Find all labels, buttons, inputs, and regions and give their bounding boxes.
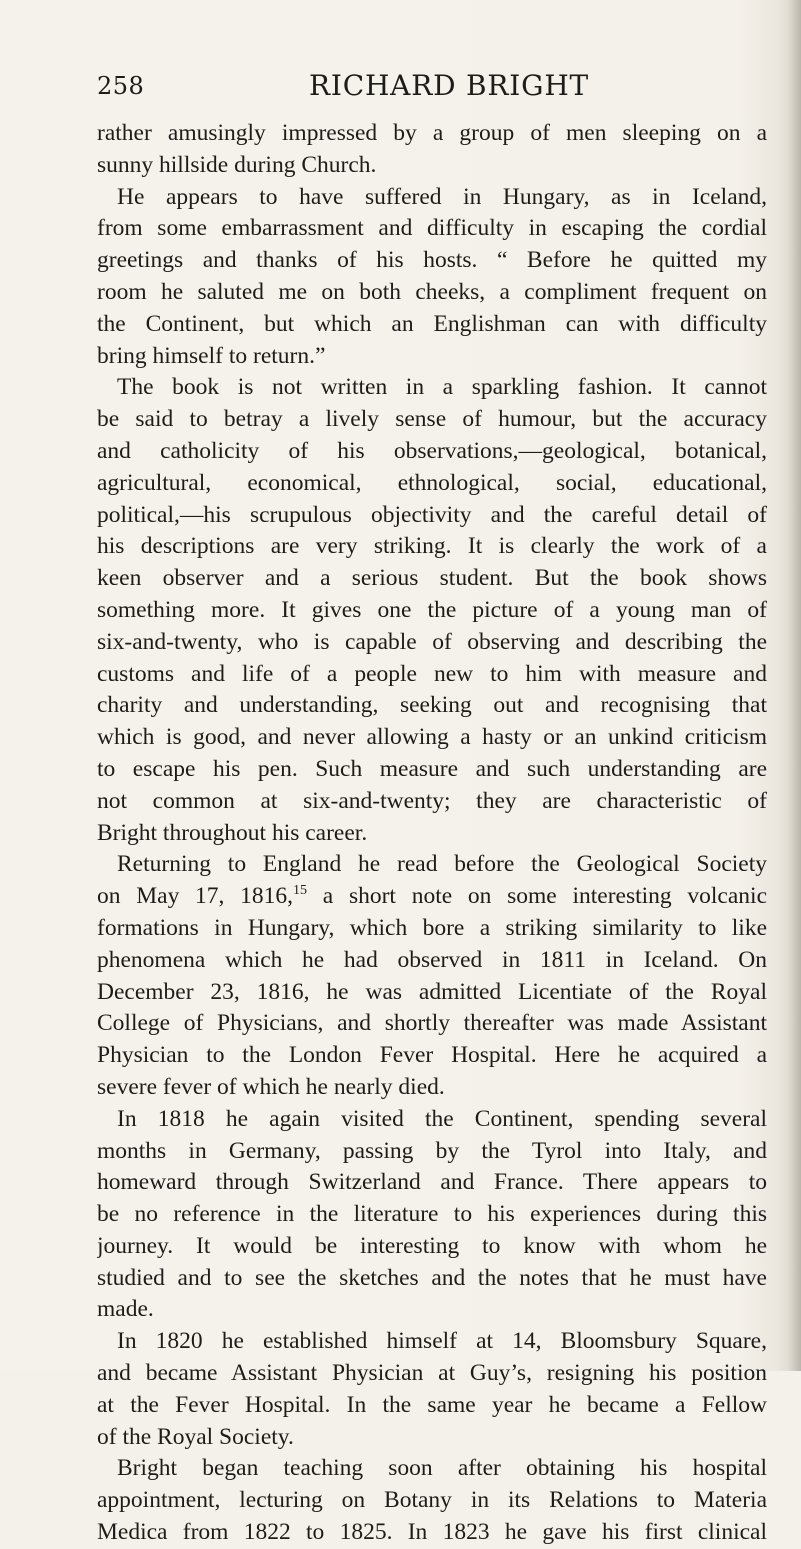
- text-line: [97, 245, 767, 277]
- line-text: charity and understanding, seeking out and recognising that: [97, 692, 767, 719]
- line-text: room he saluted me on both cheeks, a compliment frequent on: [97, 278, 767, 305]
- line-text: sunny hillside during Church.: [97, 151, 377, 178]
- line-text: be said to betray a lively sense of humour, but the accuracy: [97, 406, 767, 433]
- line-text: homeward through Switzerland and France. There appears to: [97, 1169, 767, 1196]
- text-line: [97, 118, 767, 150]
- text-line: [97, 786, 767, 818]
- text-line: [97, 1326, 767, 1358]
- page-header: [97, 66, 767, 106]
- line-text: Bright began teaching soon after obtaining his hospital: [117, 1455, 767, 1482]
- text-line: [97, 277, 767, 309]
- text-line: [97, 468, 767, 500]
- line-text-continued: a short note on some interesting volcanic: [307, 883, 767, 910]
- line-text: agricultural, economical, ethnological, social, educational,: [97, 469, 767, 496]
- text-line: [97, 659, 767, 691]
- line-text: Medica from 1822 to 1825. In 1823 he gave his first clinical: [97, 1519, 767, 1546]
- line-text: not common at six-and-twenty; they are characteristic of: [97, 787, 767, 814]
- line-text: keen observer and a serious student. But the book shows: [97, 565, 767, 592]
- line-text: six-and-twenty, who is capable of observing and describing the: [97, 628, 767, 655]
- line-text: Physician to the London Fever Hospital. Here he acquired a: [97, 1042, 767, 1069]
- line-text: the Continent, but which an Englishman can with difficulty: [97, 310, 767, 337]
- text-line: [97, 1040, 767, 1072]
- text-line: [97, 500, 767, 532]
- text-line: [97, 1263, 767, 1295]
- text-line: [97, 1390, 767, 1422]
- text-line: [97, 1008, 767, 1040]
- line-text: appointment, lecturing on Botany in its Relations to Materia: [97, 1487, 767, 1514]
- text-line: [97, 436, 767, 468]
- text-line: [97, 1167, 767, 1199]
- line-text: rather amusingly impressed by a group of men sleeping on a: [97, 120, 767, 146]
- line-text: December 23, 1816, he was admitted Licentiate of the Royal: [97, 978, 767, 1005]
- text-line: [97, 1517, 767, 1549]
- body-text: [97, 118, 767, 1549]
- text-line: [97, 150, 767, 182]
- text-line: [97, 913, 767, 945]
- line-text: made.: [97, 1296, 154, 1323]
- line-text: The book is not written in a sparkling fashion. It cannot: [117, 374, 767, 401]
- text-line: [97, 945, 767, 977]
- line-text: In 1820 he established himself at 14, Bloomsbury Square,: [117, 1328, 767, 1355]
- line-text: be no reference in the literature to his experiences during this: [97, 1201, 767, 1228]
- line-text: He appears to have suffered in Hungary, as in Iceland,: [117, 183, 767, 210]
- text-line: [97, 1453, 767, 1485]
- text-line: [97, 1199, 767, 1231]
- line-text: phenomena which he had observed in 1811 in Iceland. On: [97, 946, 767, 973]
- text-line: [97, 531, 767, 563]
- line-text: journey. It would be interesting to know with whom he: [97, 1232, 767, 1259]
- text-line: [97, 849, 767, 881]
- line-text: College of Physicians, and shortly thereafter was made Assistant: [97, 1010, 767, 1037]
- line-text: and catholicity of his observations,—geological, botanical,: [97, 437, 767, 464]
- line-text: to escape his pen. Such measure and such understanding are: [97, 755, 767, 782]
- text-line: [97, 595, 767, 627]
- text-line: [97, 1072, 767, 1104]
- text-line: [97, 1485, 767, 1517]
- running-head: RICHARD BRIGHT: [309, 69, 590, 102]
- line-text: on May 17, 1816,: [97, 883, 294, 910]
- line-text: formations in Hungary, which bore a striking similarity to like: [97, 914, 767, 941]
- line-text: Bright throughout his career.: [97, 819, 368, 846]
- line-text: greetings and thanks of his hosts. “ Before he quitted my: [97, 247, 767, 274]
- text-line: [97, 309, 767, 341]
- line-text: severe fever of which he nearly died.: [97, 1073, 445, 1100]
- footnote-marker[interactable]: 15: [293, 883, 308, 899]
- text-line: [97, 690, 767, 722]
- text-line: [97, 977, 767, 1009]
- line-text: from some embarrassment and difficulty in escaping the cordial: [97, 215, 767, 242]
- line-text: studied and to see the sketches and the notes that he must have: [97, 1264, 767, 1291]
- page-edge-shadow: [787, 0, 801, 1371]
- line-text: which is good, and never allowing a hasty or an unkind criticism: [97, 724, 767, 751]
- line-text: of the Royal Society.: [97, 1423, 294, 1450]
- line-text: political,—his scrupulous objectivity and the careful detail of: [97, 501, 767, 528]
- text-line: [97, 1104, 767, 1136]
- text-line: [97, 881, 767, 913]
- text-line: [97, 372, 767, 404]
- text-line: [97, 1358, 767, 1390]
- line-text: bring himself to return.”: [97, 342, 326, 369]
- line-text: months in Germany, passing by the Tyrol into Italy, and: [97, 1137, 767, 1164]
- text-line: [97, 182, 767, 214]
- text-line: [97, 213, 767, 245]
- text-line: [97, 1422, 767, 1454]
- text-line: [97, 1231, 767, 1263]
- text-line: [97, 754, 767, 786]
- line-text: something more. It gives one the picture of a young man of: [97, 596, 767, 623]
- line-text: customs and life of a people new to him with measure and: [97, 660, 767, 687]
- line-text: Returning to England he read before the Geological Society: [117, 851, 767, 878]
- line-text: his descriptions are very striking. It is clearly the work of a: [97, 533, 767, 560]
- text-line: [97, 563, 767, 595]
- text-line: [97, 1136, 767, 1168]
- text-line: [97, 404, 767, 436]
- text-line: [97, 818, 767, 850]
- line-text: at the Fever Hospital. In the same year he became a Fellow: [97, 1391, 767, 1418]
- text-line: [97, 1294, 767, 1326]
- line-text: and became Assistant Physician at Guy’s, resigning his position: [97, 1360, 767, 1387]
- text-line: [97, 627, 767, 659]
- page-number: 258: [97, 72, 145, 100]
- line-text: In 1818 he again visited the Continent, spending several: [117, 1105, 767, 1132]
- text-line: [97, 722, 767, 754]
- text-line: [97, 341, 767, 373]
